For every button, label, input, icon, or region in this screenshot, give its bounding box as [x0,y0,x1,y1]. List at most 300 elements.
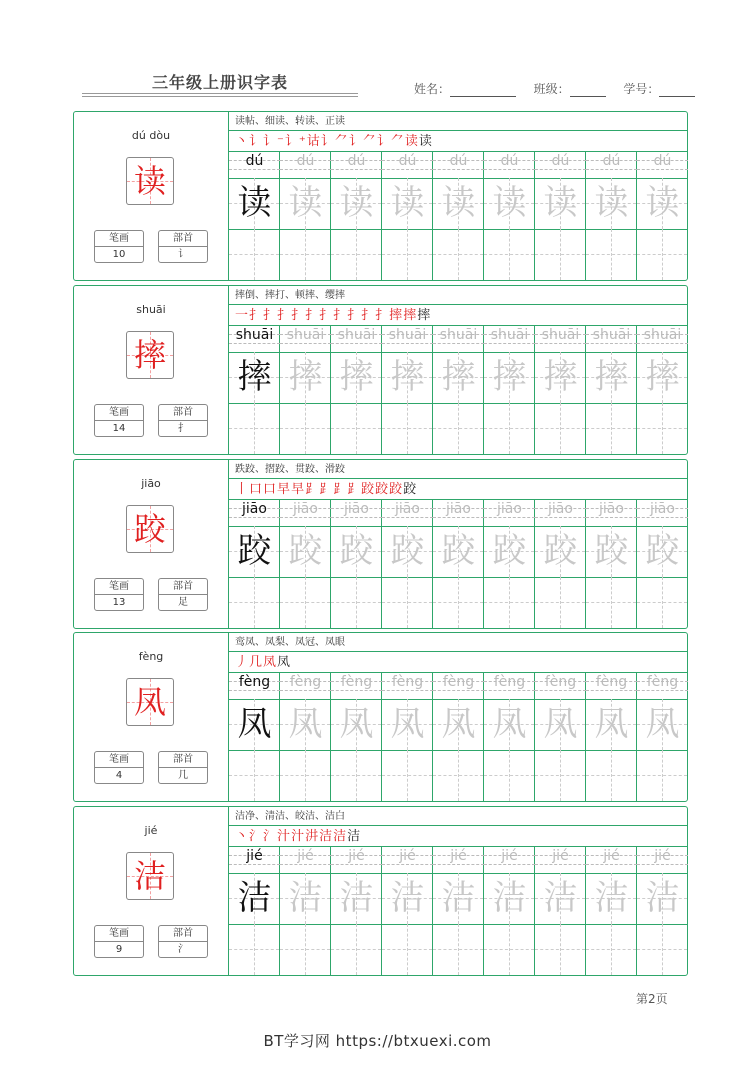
card-pinyin: shuāi [136,303,166,316]
practice-column [229,847,280,975]
pinyin-cell[interactable] [637,500,688,527]
practice-column [229,326,280,454]
empty-cell[interactable] [331,229,382,280]
pinyin-cell[interactable] [484,152,535,179]
char-cell[interactable] [484,352,535,404]
pinyin-trace: jié [399,848,416,864]
stroke-step: 丶 [235,829,250,844]
pinyin-cell[interactable] [229,500,280,527]
example-words: 跌跤、摺跤、贯跤、滑跤 [229,460,688,479]
stroke-step: 讠⺈ [320,134,349,149]
practice-column [331,326,382,454]
char-cell[interactable] [433,699,484,751]
practice-column [229,673,280,801]
char-cell[interactable] [433,873,484,925]
card-left-panel [74,112,228,280]
stroke-step: 丶 [235,134,250,149]
number-blank[interactable] [659,84,695,97]
pinyin-trace: shuāi [286,327,325,343]
empty-cell[interactable] [535,750,586,801]
empty-cell[interactable] [586,924,637,975]
char-trace: 跤 [288,531,323,571]
empty-cell[interactable] [382,229,433,280]
radical-box [158,404,208,437]
char-trace: 读 [339,183,374,223]
char-cell[interactable] [484,178,535,230]
char-cell[interactable] [331,178,382,230]
practice-column [637,500,688,628]
empty-cell[interactable] [229,577,280,628]
practice-column [637,152,688,280]
empty-cell[interactable] [484,403,535,454]
char-cell[interactable] [280,526,331,578]
card-pinyin: dú dòu [131,129,171,142]
pinyin-cell[interactable] [535,847,586,874]
pinyin-cell[interactable] [586,152,637,179]
pinyin-cell[interactable] [382,326,433,353]
char-trace: 读 [492,183,527,223]
stroke-step: 跤 [361,482,376,497]
stroke-step: 摔 [389,308,404,323]
char-card [73,806,688,976]
practice-column [484,500,535,628]
empty-cell[interactable] [586,750,637,801]
char-trace: 摔 [339,357,374,397]
char-cell[interactable] [637,526,688,578]
char-cell[interactable] [637,178,688,230]
char-trace: 洁 [645,878,680,918]
radical-label: 部首 [159,752,207,768]
pinyin-trace: shuāi [541,327,580,343]
radical-box [158,751,208,784]
pinyin-cell[interactable] [535,326,586,353]
title-underline-2 [82,96,358,97]
pinyin-cell[interactable] [586,673,637,700]
empty-cell[interactable] [586,229,637,280]
pinyin-cell[interactable] [331,847,382,874]
char-cell[interactable] [535,178,586,230]
empty-cell[interactable] [331,750,382,801]
practice-column [280,673,331,801]
stroke-count-value: 13 [112,597,126,608]
stroke-step: 扌 [263,308,278,323]
pinyin-cell[interactable] [382,847,433,874]
pinyin-cell[interactable] [484,847,535,874]
stroke-step: 早 [277,482,292,497]
stroke-step: 氵 [263,829,278,844]
char-cell[interactable] [331,873,382,925]
card-pinyin: jiāo [141,477,161,490]
char-trace: 摔 [543,357,578,397]
name-label: 姓名： [414,82,451,96]
char-card [73,459,688,629]
practice-grid [229,673,688,801]
stroke-step: 讠⺈ [376,134,405,149]
empty-cell[interactable] [229,924,280,975]
pinyin-trace: dú [500,153,519,169]
empty-cell[interactable] [280,577,331,628]
char-cell[interactable] [382,526,433,578]
empty-cell[interactable] [637,924,688,975]
empty-cell[interactable] [229,403,280,454]
char-trace: 洁 [339,878,374,918]
char-trace: 读 [288,183,323,223]
pinyin-cell[interactable] [331,152,382,179]
empty-cell[interactable] [637,403,688,454]
char-cell[interactable] [586,178,637,230]
pinyin-trace: jiāo [446,501,471,517]
pinyin-trace: shuāi [235,327,274,343]
char-cell[interactable] [484,526,535,578]
practice-column [229,152,280,280]
stroke-step: 跤 [389,482,404,497]
empty-cell[interactable] [280,229,331,280]
char-cell[interactable] [382,699,433,751]
practice-column [382,152,433,280]
pinyin-trace: shuāi [490,327,529,343]
empty-cell[interactable] [331,577,382,628]
pinyin-cell[interactable] [484,326,535,353]
char-trace: 洁 [390,878,425,918]
pinyin-trace: jié [297,848,314,864]
empty-cell[interactable] [280,403,331,454]
pinyin-cell[interactable] [280,152,331,179]
card-practice-panel [228,112,688,280]
char-trace: 摔 [288,357,323,397]
pinyin-cell[interactable] [433,152,484,179]
example-words: 读帖、细读、转读、正读 [229,112,688,131]
empty-cell[interactable] [331,403,382,454]
pinyin-cell[interactable] [586,326,637,353]
char-cell[interactable] [229,178,280,230]
pinyin-trace: jié [246,848,263,864]
pinyin-trace: jiāo [497,501,522,517]
pinyin-cell[interactable] [229,152,280,179]
char-trace: 跤 [594,531,629,571]
empty-cell[interactable] [484,924,535,975]
card-practice-panel [228,460,688,628]
pinyin-trace: dú [449,153,468,169]
pinyin-trace: dú [347,153,366,169]
empty-cell[interactable] [382,403,433,454]
practice-column [637,673,688,801]
radical-value: 足 [178,597,188,608]
pinyin-cell[interactable] [637,152,688,179]
empty-cell[interactable] [535,924,586,975]
pinyin-cell[interactable] [535,152,586,179]
practice-column [229,500,280,628]
empty-cell[interactable] [637,229,688,280]
char-trace: 洁 [492,878,527,918]
stroke-step: 摔 [417,308,432,323]
radical-label: 部首 [159,579,207,595]
pinyin-trace: jiāo [395,501,420,517]
pinyin-cell[interactable] [433,673,484,700]
pinyin-cell[interactable] [637,847,688,874]
char-cell[interactable] [484,873,535,925]
radical-box [158,230,208,263]
empty-cell[interactable] [382,924,433,975]
pinyin-cell[interactable] [586,500,637,527]
practice-column [586,326,637,454]
pinyin-trace: fèng [493,674,526,690]
char-cell[interactable] [280,699,331,751]
char-trace: 读 [594,183,629,223]
pinyin-cell[interactable] [331,673,382,700]
empty-cell[interactable] [586,403,637,454]
stroke-step: 洁 [333,829,348,844]
char-cell[interactable] [382,873,433,925]
char-trace: 凤 [594,704,629,744]
pinyin-cell[interactable] [331,326,382,353]
class-blank[interactable] [570,84,606,97]
stroke-step: 讠⁺ [284,134,307,149]
pinyin-cell[interactable] [280,326,331,353]
stroke-step: 口 [249,482,264,497]
empty-cell[interactable] [433,229,484,280]
empty-cell[interactable] [433,403,484,454]
char-cell[interactable] [535,526,586,578]
pinyin-cell[interactable] [229,326,280,353]
char-cell[interactable] [331,526,382,578]
pinyin-cell[interactable] [484,673,535,700]
practice-column [280,326,331,454]
char-display: 跤 [133,510,166,548]
stroke-step: 丨 [235,482,250,497]
char-cell[interactable] [280,352,331,404]
pinyin-cell[interactable] [433,500,484,527]
char-trace: 洁 [594,878,629,918]
char-trace: 凤 [237,704,272,744]
empty-cell[interactable] [433,577,484,628]
char-cell[interactable] [586,526,637,578]
pinyin-trace: dú [398,153,417,169]
char-display-box [126,331,174,379]
radical-label: 部首 [159,405,207,421]
stroke-step: ⻊ [333,482,348,497]
char-cell[interactable] [280,873,331,925]
char-cell[interactable] [433,178,484,230]
stroke-step: 汁 [277,829,292,844]
char-card [73,285,688,455]
card-left-panel [74,286,228,454]
practice-column [484,152,535,280]
pinyin-cell[interactable] [535,673,586,700]
empty-cell[interactable] [484,229,535,280]
stroke-count-box [94,751,144,784]
pinyin-cell[interactable] [484,500,535,527]
char-display-box [126,157,174,205]
char-cell[interactable] [535,699,586,751]
pinyin-cell[interactable] [382,673,433,700]
stroke-order [229,826,688,847]
char-trace: 跤 [237,531,272,571]
empty-cell[interactable] [535,403,586,454]
empty-cell[interactable] [535,577,586,628]
pinyin-cell[interactable] [382,500,433,527]
stroke-step: 诂 [306,134,321,149]
practice-column [484,847,535,975]
pinyin-cell[interactable] [331,500,382,527]
char-cell[interactable] [331,352,382,404]
char-cell[interactable] [586,352,637,404]
practice-grid [229,847,688,975]
stroke-step: 几 [249,655,264,670]
pinyin-trace: shuāi [337,327,376,343]
stroke-order [229,305,688,326]
char-cell[interactable] [535,873,586,925]
card-pinyin: jié [144,824,158,837]
practice-column [535,326,586,454]
empty-cell[interactable] [331,924,382,975]
char-trace: 洁 [288,878,323,918]
radical-value: 讠 [178,249,188,260]
pinyin-trace: shuāi [643,327,682,343]
stroke-step: 汁 [291,829,306,844]
char-cell[interactable] [433,526,484,578]
empty-cell[interactable] [637,577,688,628]
pinyin-cell[interactable] [229,847,280,874]
page-number: 第2页 [636,992,668,1006]
radical-box [158,578,208,611]
stroke-step: 扌 [361,308,376,323]
empty-cell[interactable] [637,750,688,801]
empty-cell[interactable] [535,229,586,280]
stroke-step: 读 [404,134,419,149]
pinyin-trace: dú [602,153,621,169]
char-cell[interactable] [229,873,280,925]
stroke-step: 扌 [305,308,320,323]
stroke-step: 凤 [277,655,292,670]
stroke-count-box [94,230,144,263]
pinyin-cell[interactable] [637,673,688,700]
stroke-order [229,652,688,673]
pinyin-cell[interactable] [382,152,433,179]
pinyin-cell[interactable] [535,500,586,527]
stroke-step: 跤 [403,482,418,497]
char-card [73,111,688,281]
char-trace: 跤 [492,531,527,571]
practice-grid [229,500,688,628]
char-display-box [126,505,174,553]
pinyin-cell[interactable] [586,847,637,874]
pinyin-trace: shuāi [592,327,631,343]
char-trace: 凤 [441,704,476,744]
practice-column [280,847,331,975]
stroke-step: 口 [263,482,278,497]
char-cell[interactable] [637,352,688,404]
practice-column [586,152,637,280]
stroke-count-value: 9 [115,944,123,955]
char-cell[interactable] [280,178,331,230]
practice-column [586,847,637,975]
number-label: 学号： [623,82,660,96]
char-cell[interactable] [382,178,433,230]
char-cell[interactable] [229,526,280,578]
practice-column [331,500,382,628]
radical-label: 部首 [159,231,207,247]
char-cell[interactable] [586,873,637,925]
pinyin-trace: shuāi [388,327,427,343]
stroke-step: 扌 [249,308,264,323]
char-card [73,632,688,802]
stroke-step: ⻊ [305,482,320,497]
pinyin-trace: dú [245,153,264,169]
radical-value: 几 [178,770,188,781]
empty-cell[interactable] [586,577,637,628]
stroke-step: 一 [235,308,250,323]
empty-cell[interactable] [229,750,280,801]
pinyin-cell[interactable] [280,847,331,874]
radical-value: 氵 [178,944,188,955]
char-trace: 凤 [339,704,374,744]
pinyin-trace: fèng [340,674,373,690]
pinyin-cell[interactable] [229,673,280,700]
empty-cell[interactable] [433,924,484,975]
stroke-step: 早 [291,482,306,497]
empty-cell[interactable] [382,577,433,628]
char-trace: 凤 [492,704,527,744]
practice-column [637,847,688,975]
empty-cell[interactable] [484,750,535,801]
char-cell[interactable] [637,873,688,925]
pinyin-trace: jiāo [242,501,267,517]
pinyin-cell[interactable] [433,847,484,874]
practice-column [535,673,586,801]
card-left-panel [74,633,228,801]
empty-cell[interactable] [229,229,280,280]
char-trace: 凤 [390,704,425,744]
pinyin-cell[interactable] [280,673,331,700]
char-cell[interactable] [229,352,280,404]
empty-cell[interactable] [484,577,535,628]
example-words: 摔倒、摔打、顿摔、缨摔 [229,286,688,305]
stroke-step: 扌 [277,308,292,323]
empty-cell[interactable] [382,750,433,801]
char-cell[interactable] [535,352,586,404]
char-cell[interactable] [586,699,637,751]
char-cell[interactable] [637,699,688,751]
practice-column [433,326,484,454]
char-trace: 跤 [645,531,680,571]
char-trace: 摔 [594,357,629,397]
char-cell[interactable] [382,352,433,404]
title-underline [82,93,358,94]
stroke-order [229,131,688,152]
practice-column [586,500,637,628]
empty-cell[interactable] [280,750,331,801]
pinyin-cell[interactable] [280,500,331,527]
char-cell[interactable] [484,699,535,751]
pinyin-trace: dú [551,153,570,169]
char-cell[interactable] [433,352,484,404]
page-title-wrap [82,70,358,93]
name-blank[interactable] [450,84,516,97]
empty-cell[interactable] [280,924,331,975]
stroke-step: 汫 [305,829,320,844]
char-cell[interactable] [229,699,280,751]
radical-label: 部首 [159,926,207,942]
pinyin-trace: jiāo [650,501,675,517]
card-practice-panel [228,807,688,975]
pinyin-trace: fèng [544,674,577,690]
stroke-count-value: 14 [112,423,126,434]
card-practice-panel [228,633,688,801]
empty-cell[interactable] [433,750,484,801]
pinyin-cell[interactable] [433,326,484,353]
pinyin-cell[interactable] [637,326,688,353]
char-cell[interactable] [331,699,382,751]
